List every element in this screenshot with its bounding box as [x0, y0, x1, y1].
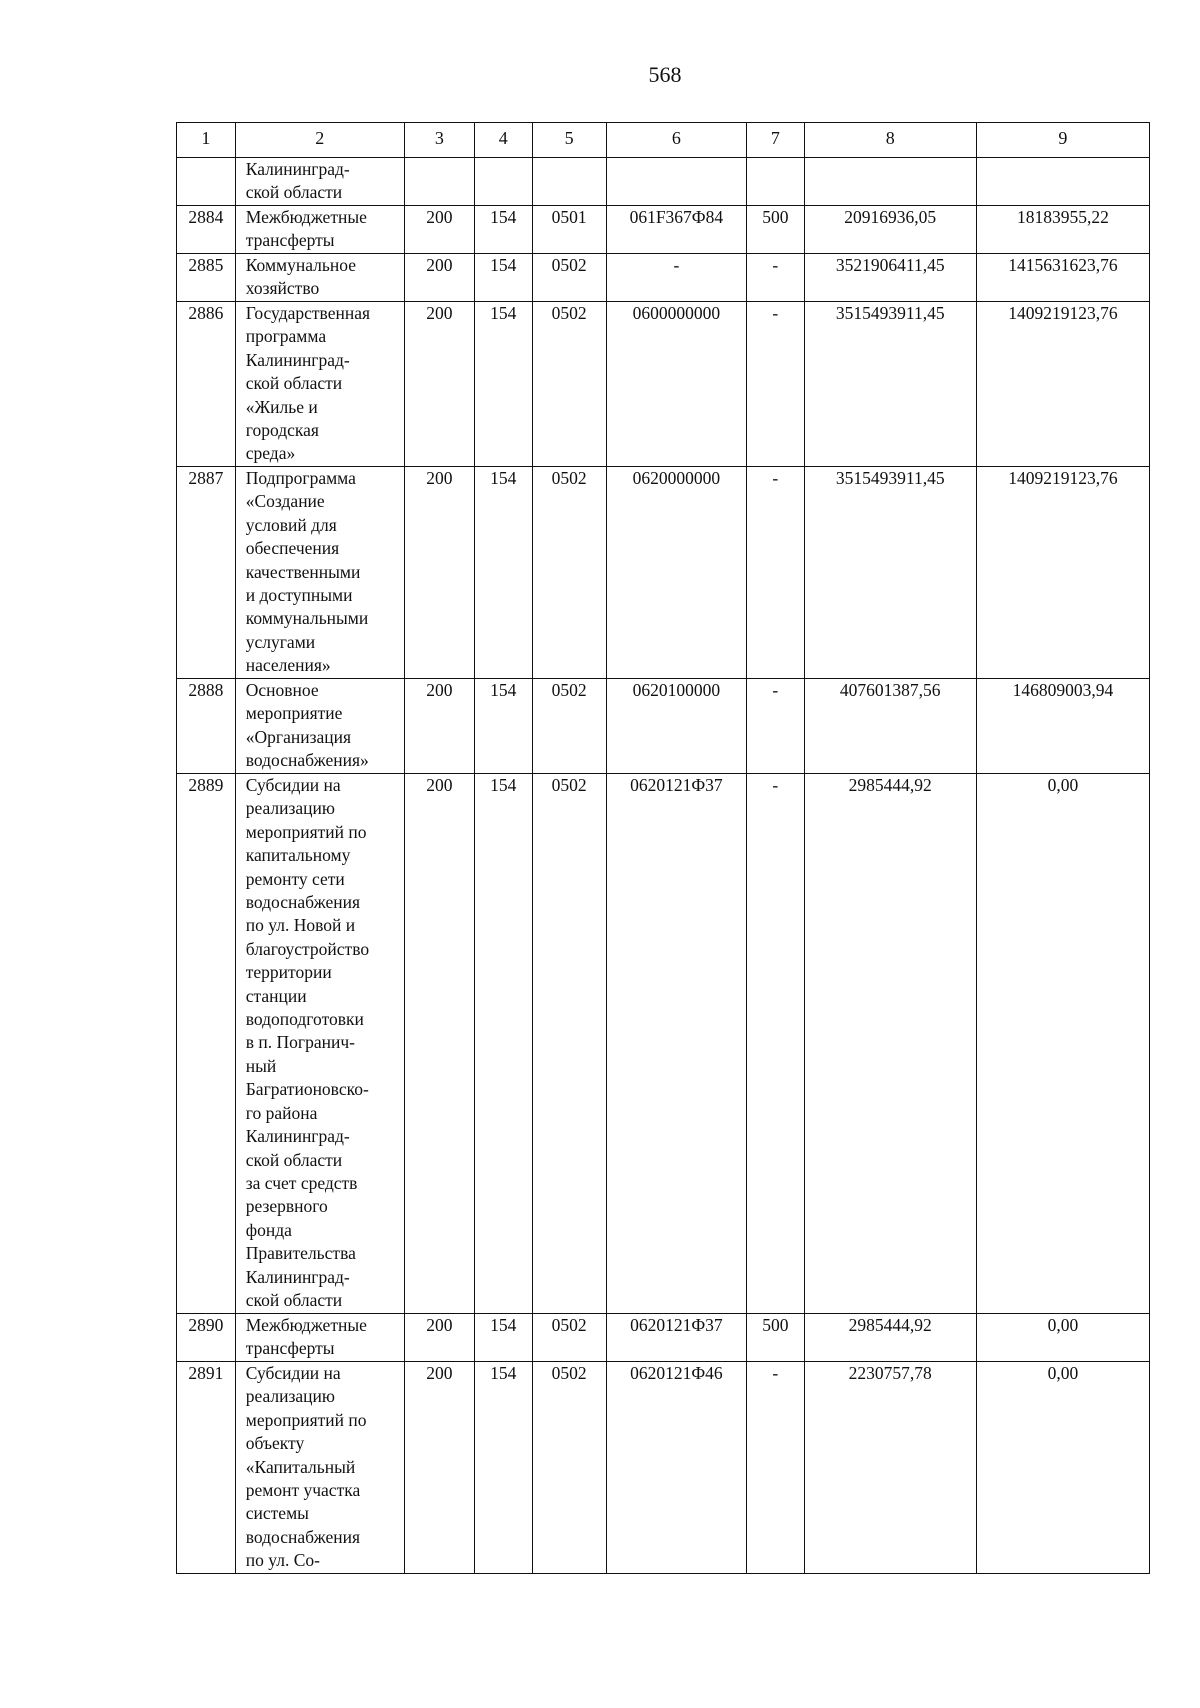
col-7-value: - [746, 679, 804, 774]
header-col-4: 4 [474, 123, 532, 158]
col-4-value [474, 158, 532, 206]
col-4-value: 154 [474, 467, 532, 679]
row-name: Межбюджетные трансферты [235, 206, 404, 254]
table-row [177, 254, 1150, 302]
col-9-amount: 0,00 [976, 1362, 1149, 1574]
col-8-amount: 3515493911,45 [804, 302, 976, 467]
header-col-5: 5 [532, 123, 606, 158]
table-row [177, 302, 1150, 467]
col-3-value: 200 [404, 206, 474, 254]
row-name: Субсидии на реализацию мероприятий по объекту «Капитальный ремонт участка системы водоснабжения по ул. Со- [235, 1362, 404, 1574]
col-3-value: 200 [404, 1314, 474, 1362]
col-6-code: - [606, 254, 746, 302]
table-row [177, 679, 1150, 774]
col-6-code: 061F367Ф84 [606, 206, 746, 254]
col-6-code: 0600000000 [606, 302, 746, 467]
col-5-value: 0502 [532, 1314, 606, 1362]
col-3-value: 200 [404, 302, 474, 467]
row-number: 2891 [177, 1362, 236, 1574]
col-6-code: 0620121Ф46 [606, 1362, 746, 1574]
row-name: Государственная программа Калининград- ской области «Жилье и городская среда» [235, 302, 404, 467]
col-4-value: 154 [474, 206, 532, 254]
col-6-code: 0620121Ф37 [606, 1314, 746, 1362]
page-number: 568 [648, 62, 682, 87]
col-8-amount: 407601387,56 [804, 679, 976, 774]
header-col-6: 6 [606, 123, 746, 158]
header-col-3: 3 [404, 123, 474, 158]
col-8-amount: 3515493911,45 [804, 467, 976, 679]
col-4-value: 154 [474, 1362, 532, 1574]
col-5-value [532, 158, 606, 206]
row-number: 2885 [177, 254, 236, 302]
col-7-value: 500 [746, 206, 804, 254]
col-8-amount: 2230757,78 [804, 1362, 976, 1574]
table-row [177, 1314, 1150, 1362]
col-9-amount [976, 158, 1149, 206]
col-9-amount: 146809003,94 [976, 679, 1149, 774]
table-row [177, 158, 1150, 206]
table-row [177, 467, 1150, 679]
col-4-value: 154 [474, 1314, 532, 1362]
col-7-value: - [746, 302, 804, 467]
header-row [177, 123, 1150, 158]
col-7-value: - [746, 467, 804, 679]
col-3-value: 200 [404, 254, 474, 302]
row-name: Подпрограмма «Создание условий для обеспечения качественными и доступными коммунальными услугами населения» [235, 467, 404, 679]
col-6-code: 0620000000 [606, 467, 746, 679]
header-col-7: 7 [746, 123, 804, 158]
col-7-value: - [746, 254, 804, 302]
header-col-9: 9 [976, 123, 1149, 158]
row-name: Межбюджетные трансферты [235, 1314, 404, 1362]
row-number [177, 158, 236, 206]
col-8-amount: 20916936,05 [804, 206, 976, 254]
col-3-value: 200 [404, 774, 474, 1314]
col-8-amount: 2985444,92 [804, 774, 976, 1314]
row-name: Калининград- ской области [235, 158, 404, 206]
row-number: 2884 [177, 206, 236, 254]
col-9-amount: 1415631623,76 [976, 254, 1149, 302]
row-number: 2887 [177, 467, 236, 679]
table-row [177, 774, 1150, 1314]
row-number: 2888 [177, 679, 236, 774]
col-9-amount: 18183955,22 [976, 206, 1149, 254]
budget-table [176, 122, 1150, 1574]
col-9-amount: 0,00 [976, 1314, 1149, 1362]
col-7-value [746, 158, 804, 206]
row-name: Коммунальное хозяйство [235, 254, 404, 302]
col-9-amount: 0,00 [976, 774, 1149, 1314]
col-6-code [606, 158, 746, 206]
col-6-code: 0620100000 [606, 679, 746, 774]
col-4-value: 154 [474, 774, 532, 1314]
col-5-value: 0502 [532, 679, 606, 774]
table-row [177, 206, 1150, 254]
col-7-value: - [746, 774, 804, 1314]
col-7-value: - [746, 1362, 804, 1574]
col-9-amount: 1409219123,76 [976, 467, 1149, 679]
col-6-code: 0620121Ф37 [606, 774, 746, 1314]
col-9-amount: 1409219123,76 [976, 302, 1149, 467]
col-4-value: 154 [474, 254, 532, 302]
col-3-value: 200 [404, 1362, 474, 1574]
row-name: Основное мероприятие «Организация водоснабжения» [235, 679, 404, 774]
col-7-value: 500 [746, 1314, 804, 1362]
row-number: 2889 [177, 774, 236, 1314]
row-number: 2886 [177, 302, 236, 467]
col-4-value: 154 [474, 679, 532, 774]
header-col-8: 8 [804, 123, 976, 158]
col-5-value: 0501 [532, 206, 606, 254]
row-name: Субсидии на реализацию мероприятий по капитальному ремонту сети водоснабжения по ул. Новой и благоустройство территории станции водоподготовки в п. Погранич- ный Багратионовско- го района Калининград- ской области за счет средств резервного фонда Правительства Калининград- ской области [235, 774, 404, 1314]
header-col-2: 2 [235, 123, 404, 158]
col-8-amount: 3521906411,45 [804, 254, 976, 302]
col-3-value: 200 [404, 467, 474, 679]
col-4-value: 154 [474, 302, 532, 467]
col-3-value: 200 [404, 679, 474, 774]
col-5-value: 0502 [532, 302, 606, 467]
header-col-1: 1 [177, 123, 236, 158]
table-row [177, 1362, 1150, 1574]
col-3-value [404, 158, 474, 206]
col-5-value: 0502 [532, 774, 606, 1314]
row-number: 2890 [177, 1314, 236, 1362]
col-5-value: 0502 [532, 467, 606, 679]
col-8-amount [804, 158, 976, 206]
col-5-value: 0502 [532, 254, 606, 302]
col-8-amount: 2985444,92 [804, 1314, 976, 1362]
col-5-value: 0502 [532, 1362, 606, 1574]
